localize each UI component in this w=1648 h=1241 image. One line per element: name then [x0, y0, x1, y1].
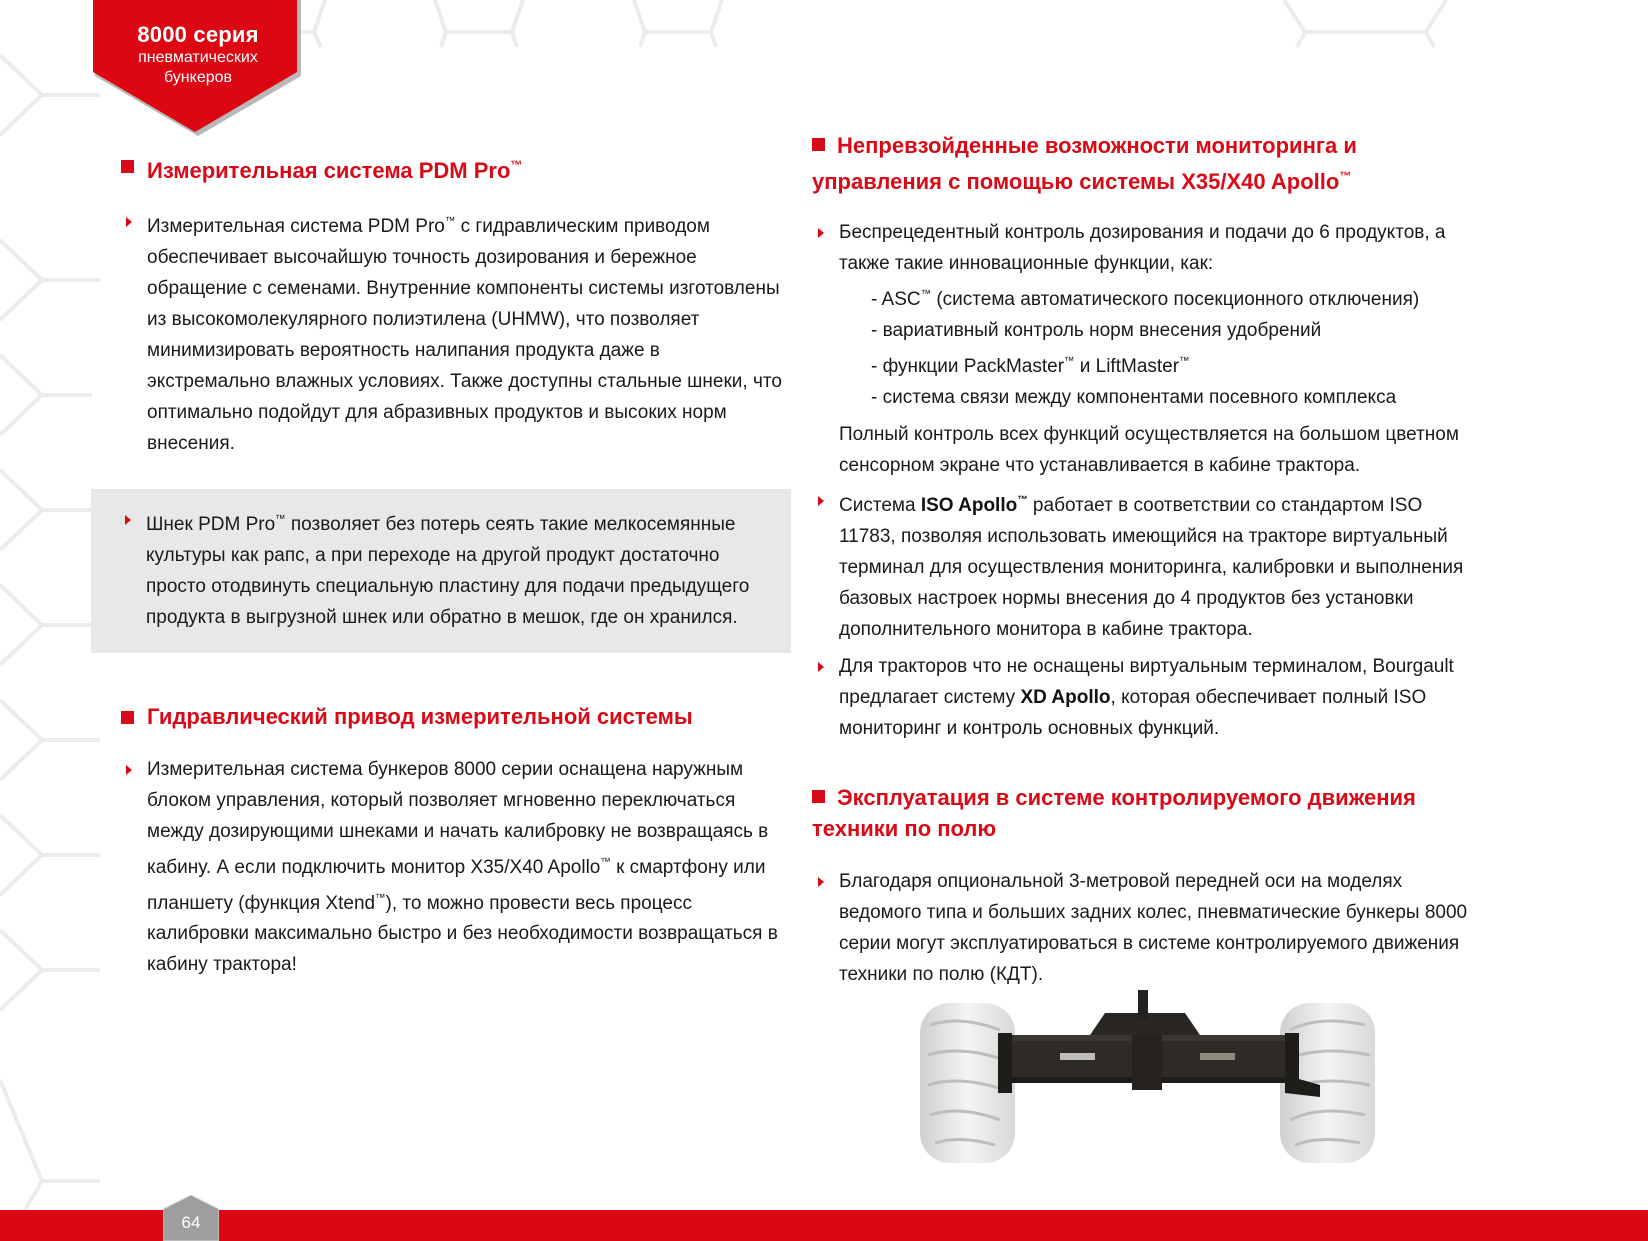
- square-bullet-icon: [812, 138, 825, 151]
- page-number: 64: [181, 1213, 201, 1232]
- square-bullet-icon: [812, 790, 825, 803]
- arrow-bullet-icon: [818, 877, 824, 887]
- badge-subtitle-line2: бункеров: [163, 69, 233, 86]
- bullet-iso-apollo: Система ISO Apollo™ работает в соответствии со стандартом ISO 11783, позволяя использовать имеющийся на тракторе виртуальный терминал для осуществления мониторинга, калибровки и выполнения базовых настроек нормы внесения до 4 продуктов без установки дополнительного монитора в кабине трактора.: [812, 485, 1492, 645]
- square-bullet-icon: [121, 711, 134, 724]
- footer-band: [0, 1210, 1648, 1241]
- bullet-xd-apollo: Для тракторов что не оснащены виртуальным терминалом, Bourgault предлагает систему XD Apollo, которая обеспечивает полный ISO мониторинг и контроль основных функций.: [812, 651, 1492, 744]
- front-axle-image: [900, 985, 1380, 1165]
- section-title-pdm-pro: Измерительная система PDM Pro™: [92, 150, 792, 186]
- bullet-pdm-pro-description: Измерительная система PDM Pro™ с гидравлическим приводом обеспечивает высочайшую точность дозирования и бережное обращение с семенами. Внутренние компоненты системы изготовлены из высокомолекулярного полиэтилена (UHMW), что позволяет минимизировать вероятность налипания продукта даже в экстремально влажных условиях. Также доступны стальные шнеки, что оптимально подойдут для абразивных продуктов и высоких норм внесения.: [92, 206, 792, 459]
- badge-title: 8000 серия: [137, 22, 259, 47]
- bullet-pdm-pro-auger: Шнек PDM Pro™ позволяет без потерь сеять такие мелкосемянные культуры как рапс, а при переходе на другой продукт достаточно просто отодвинуть специальную пластину для подачи предыдущего продукта в выгрузной шнек или обратно в мешок, где он хранился.: [91, 504, 791, 633]
- feature-component-link: - система связи между компонентами посевного комплекса: [871, 386, 1397, 408]
- highlight-box: [91, 489, 791, 653]
- right-column: [812, 130, 1492, 990]
- page-number-tab: [163, 1195, 219, 1241]
- feature-sublist: [839, 279, 1482, 413]
- section-title-controlled-traffic: Эксплуатация в системе контролируемого движения техники по полю: [812, 784, 1416, 841]
- section-title-hydraulic-drive: Гидравлический привод измерительной системы: [92, 701, 792, 732]
- bullet-hydraulic-drive-description: Измерительная система бункеров 8000 серии оснащена наружным блоком управления, который позволяет мгновенно переключаться между дозирующими шнеками и начать калибровку не возвращаясь в кабину. А если подключить монитор X35/X40 Apollo™ к смартфону или планшету (функция Xtend™), то можно провести весь процесс калибровки максимально быстро и без необходимости возвращаться в кабину трактора!: [92, 754, 792, 981]
- feature-packmaster-liftmaster: - функции PackMaster™ и LiftMaster™: [871, 355, 1190, 377]
- square-bullet-icon: [121, 160, 134, 173]
- bullet-controlled-traffic: Благодаря опциональной 3-метровой передней оси на моделях ведомого типа и больших задних колес, пневматические бункеры 8000 серии могут эксплуатироваться в системе контролируемого движения техники по полю (КДТ).: [812, 866, 1492, 990]
- left-column: [92, 150, 792, 980]
- section-title-apollo-monitoring: Непревзойденные возможности мониторинга и управления с помощью системы X35/X40 Apollo™: [812, 133, 1357, 195]
- arrow-bullet-icon: [126, 765, 132, 775]
- feature-asc: - ASC™ (система автоматического посекционного отключения): [871, 288, 1420, 310]
- badge-subtitle-line1: пневматических: [138, 49, 258, 66]
- series-badge: [93, 0, 303, 138]
- arrow-bullet-icon: [125, 515, 131, 525]
- arrow-bullet-icon: [126, 217, 132, 227]
- arrow-bullet-icon: [818, 662, 824, 672]
- arrow-bullet-icon: [818, 228, 824, 238]
- feature-variable-rate: - вариативный контроль норм внесения удобрений: [871, 319, 1322, 341]
- arrow-bullet-icon: [818, 496, 824, 506]
- bullet-apollo-features: Беспрецедентный контроль дозирования и подачи до 6 продуктов, а также такие инновационные функции, как: - ASC™ (система автоматического посекционного отключения) - вариативный контроль норм внесения удобрений - функции PackMaster™ и LiftMaster™ - система связи между компонентами посевного комплекса Полный контроль всех функций осуществляется на большом цветном сенсорном экране что устанавливается в кабине трактора.: [812, 217, 1492, 481]
- apollo-closing-paragraph: Полный контроль всех функций осуществляется на большом цветном сенсорном экране что устанавливается в кабине трактора.: [839, 423, 1459, 476]
